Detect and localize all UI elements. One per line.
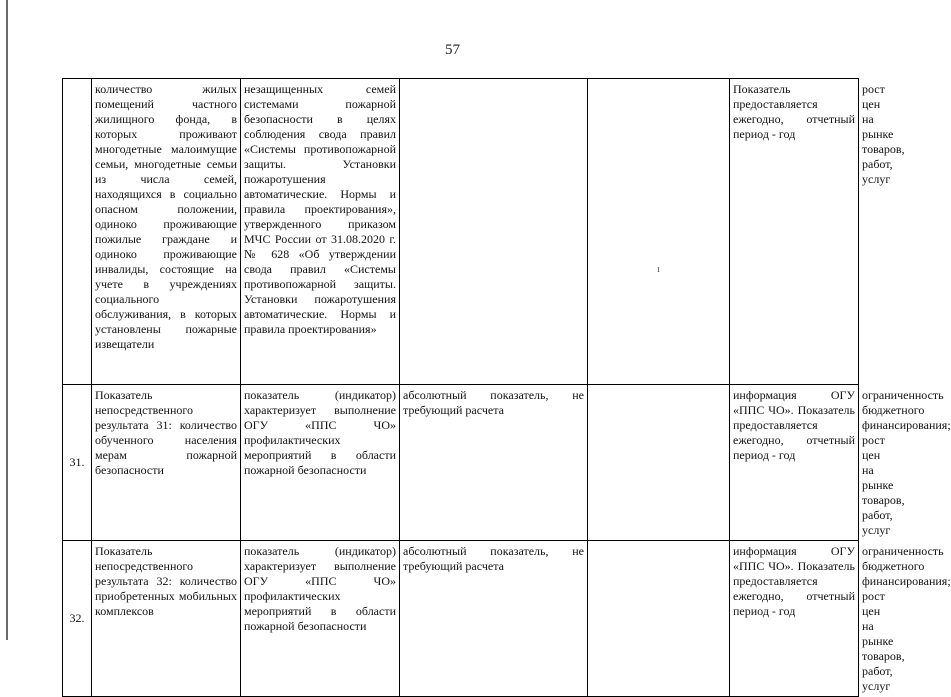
row-number bbox=[63, 79, 92, 385]
page-number: 57 bbox=[445, 42, 460, 58]
indicator-description-cell: незащищенных семей системами пожарной безопасности в целях соблюдения свода правил «Системы противопожарной защиты. Установки пожаротушения автоматические. Нормы и правила проектирования», утвержденного приказом МЧС России от 31.08.2020 г. № 628 «Об утверждении свода правил «Системы противопожарной защиты. Установки пожаротушения автоматические. Нормы и правила проектирования» bbox=[241, 79, 400, 385]
table-row: 31. Показатель непосредственного результата 31: количество обученного населения мерам пожарной безопасности показатель (индикатор) характеризует выполнение ОГУ «ППС ЧО» профилактических мероприятий в области пожарной безопасности абсолютный показатель, не требующий расчета информация ОГУ «ППС ЧО». Показатель предоставляется ежегодно, отчетный период - год ограниченность бюджетного финансирования; рост цен на рынке товаров, работ, услуг bbox=[63, 385, 859, 541]
table-row: 32. Показатель непосредственного результата 32: количество приобретенных мобильных комплексов показатель (индикатор) характеризует выполнение ОГУ «ППС ЧО» профилактических мероприятий в области пожарной безопасности абсолютный показатель, не требующий расчета информация ОГУ «ППС ЧО». Показатель предоставляется ежегодно, отчетный период - год ограниченность бюджетного финансирования; рост цен на рынке товаров, работ, услуг bbox=[63, 541, 859, 697]
indicator-table bbox=[62, 78, 951, 697]
page-edge bbox=[6, 0, 8, 640]
calculation-method-cell bbox=[400, 79, 588, 385]
source-cell: информация ОГУ «ППС ЧО». Показатель предоставляется ежегодно, отчетный период - год bbox=[730, 385, 859, 541]
indicator-name-cell: количество жилых помещений частного жилищного фонда, в которых проживают многодетные малоимущие семьи, многодетные семьи из числа семей, находящихся в социально опасном положении, одиноко проживающие пожилые граждане и одиноко проживающие инвалиды, состоящие на учете в учреждениях социального обслуживания, в которых установлены пожарные извещатели bbox=[92, 79, 241, 385]
extra-cell bbox=[588, 385, 730, 541]
scan-mark: ı bbox=[657, 264, 660, 275]
indicator-name-cell: Показатель непосредственного результата 32: количество приобретенных мобильных комплексов bbox=[92, 541, 241, 697]
indicator-description-cell: показатель (индикатор) характеризует выполнение ОГУ «ППС ЧО» профилактических мероприятий в области пожарной безопасности bbox=[241, 385, 400, 541]
extra-cell bbox=[588, 541, 730, 697]
source-cell: Показатель предоставляется ежегодно, отчетный период - год bbox=[730, 79, 859, 385]
extra-cell bbox=[588, 79, 730, 385]
source-cell: информация ОГУ «ППС ЧО». Показатель предоставляется ежегодно, отчетный период - год bbox=[730, 541, 859, 697]
indicator-description-cell: показатель (индикатор) характеризует выполнение ОГУ «ППС ЧО» профилактических мероприятий в области пожарной безопасности bbox=[241, 541, 400, 697]
row-number: 32. bbox=[63, 541, 92, 697]
calculation-method-cell: абсолютный показатель, не требующий расчета bbox=[400, 385, 588, 541]
indicator-name-cell: Показатель непосредственного результата 31: количество обученного населения мерам пожарной безопасности bbox=[92, 385, 241, 541]
row-number: 31. bbox=[63, 385, 92, 541]
calculation-method-cell: абсолютный показатель, не требующий расчета bbox=[400, 541, 588, 697]
table-row: количество жилых помещений частного жилищного фонда, в которых проживают многодетные малоимущие семьи, многодетные семьи из числа семей, находящихся в социально опасном положении, одиноко проживающие пожилые граждане и одиноко проживающие инвалиды, состоящие на учете в учреждениях социального обслуживания, в которых установлены пожарные извещатели незащищенных семей системами пожарной безопасности в целях соблюдения свода правил «Системы противопожарной защиты. Установки пожаротушения автоматические. Нормы и правила проектирования», утвержденного приказом МЧС России от 31.08.2020 г. № 628 «Об утверждении свода правил «Системы противопожарной защиты. Установки пожаротушения автоматические. Нормы и правила проектирования» ı Показатель предоставляется ежегодно, отчетный период - год рост цен на рынке товаров, работ, услуг bbox=[63, 79, 859, 385]
